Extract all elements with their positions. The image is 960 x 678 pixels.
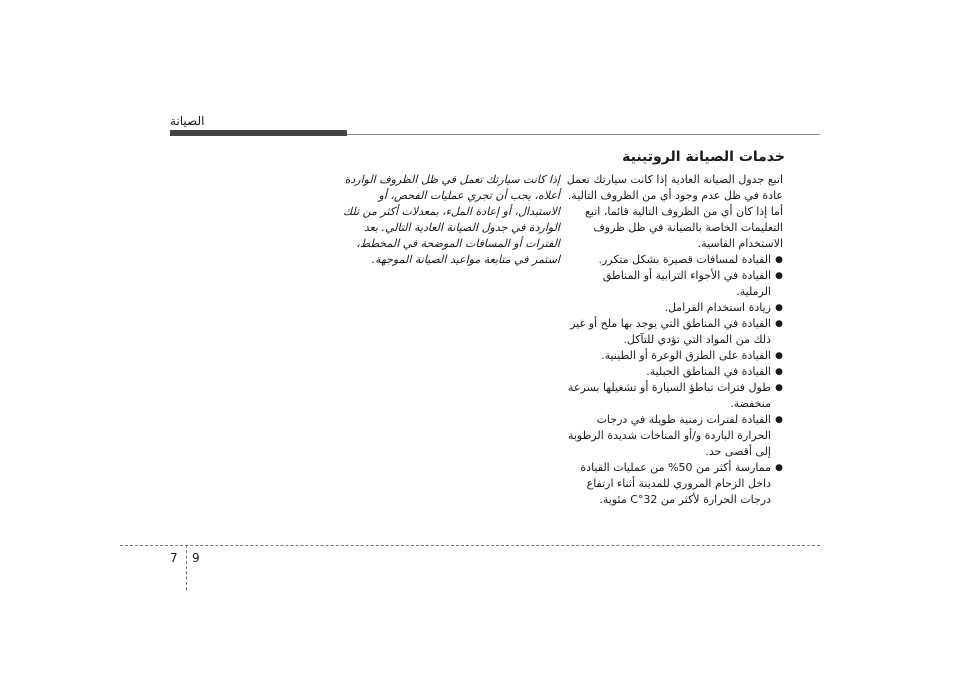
header-rule-thin xyxy=(347,134,820,135)
page-number-chapter: 7 xyxy=(170,551,178,565)
header-label: الصيانة xyxy=(170,114,205,128)
list-item: ● القيادة في المناطق التي يوجد بها ملح أو غير ذلك من المواد التي تؤدي للتآكل. xyxy=(565,316,783,348)
list-item: ● القيادة على الطرق الوعرة أو الطينية. xyxy=(565,348,783,364)
list-item: ● القيادة لفترات زمنية طويلة في درجات الحرارة الباردة و/أو المناخات شديدة الرطوبة إلى أقصى حد. xyxy=(565,412,783,460)
note-paragraph: إذا كانت سيارتك تعمل في ظل الظروف الواردة أعلاه، يجب أن تجري عمليات الفحص، أو الاستبدال، أو إعادة الملء، بمعدلات أكثر من تلك الواردة في جدول الصيانة العادية التالي. بعد الفترات أو المسافات الموضحة في المخطط، استمر في متابعة مواعيد الصيانة الموجهة. xyxy=(343,173,560,266)
page-number: 9 xyxy=(192,551,200,565)
header-rule-thick xyxy=(170,130,347,136)
left-column xyxy=(340,172,560,268)
conditions-list xyxy=(565,252,783,508)
footer-divider xyxy=(186,545,187,590)
list-item: ● القيادة في المناطق الجبلية. xyxy=(565,364,783,380)
right-column xyxy=(565,172,783,508)
footer-rule xyxy=(120,545,820,546)
intro-paragraph: اتبع جدول الصيانة العادية إذا كانت سيارتك تعمل عادة في ظل عدم وجود أي من الظروف التالية. أما إذا كان أي من الظروف التالية قائما، اتبع التعليمات الخاصة بالصيانة في ظل ظروف الاستخدام القاسية. xyxy=(566,173,783,250)
list-item: ● ممارسة أكثر من 50% من عمليات القيادة داخل الزحام المروري للمدينة أثناء ارتفاع درجات الحرارة لأكثر من 32°C مئوية. xyxy=(565,460,783,508)
list-item: ● القيادة في الأجواء الترابية أو المناطق الرملية. xyxy=(565,268,783,300)
list-item: ● زيادة استخدام الفرامل. xyxy=(565,300,783,316)
list-item: ● القيادة لمسافات قصيرة بشكل متكرر. xyxy=(565,252,783,268)
section-title: خدمات الصيانة الروتينية xyxy=(622,149,785,165)
list-item: ● طول فترات تباطؤ السيارة أو تشغيلها بسرعة منخفضة. xyxy=(565,380,783,412)
